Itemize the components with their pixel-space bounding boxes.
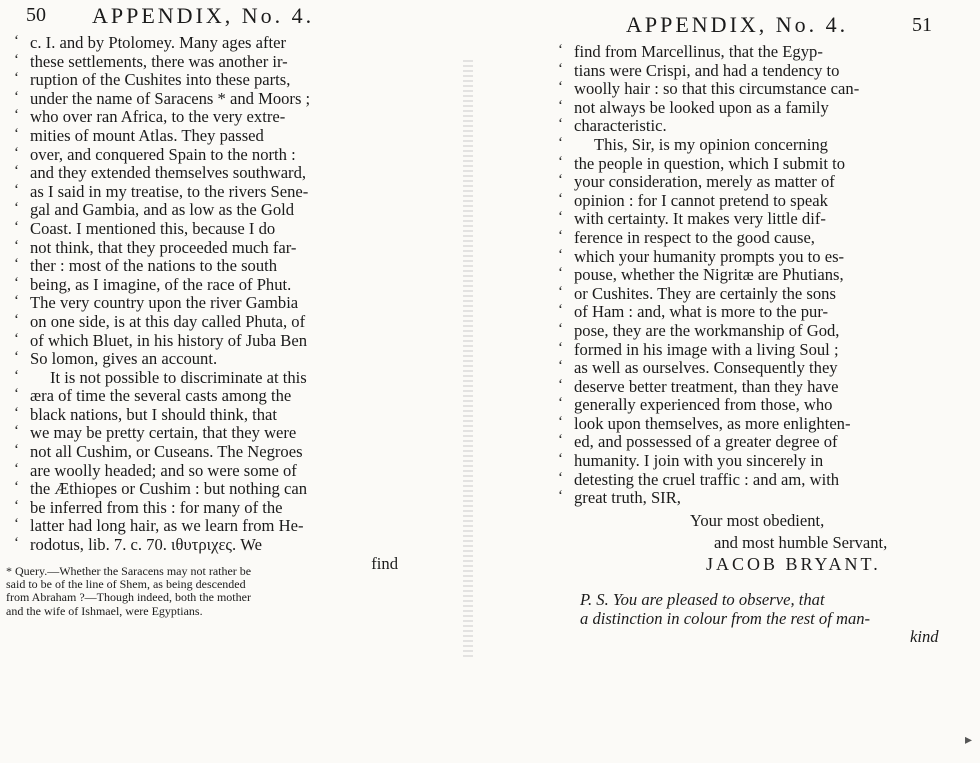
quote-mark: ‘ bbox=[14, 423, 19, 440]
text-line bbox=[558, 62, 958, 81]
line-text: gal and Gambia, and as low as the Gold bbox=[30, 200, 295, 220]
text-line bbox=[14, 220, 404, 239]
postscript-line-1: P. S. You are pleased to observe, that bbox=[580, 590, 825, 609]
line-text: of which Bluet, in his history of Juba Ben bbox=[30, 330, 307, 350]
quote-mark: ‘ bbox=[558, 469, 563, 486]
text-line bbox=[558, 322, 958, 341]
text-line bbox=[14, 480, 404, 499]
quote-mark: ‘ bbox=[14, 200, 19, 217]
quote-mark: ‘ bbox=[558, 358, 563, 375]
quote-mark: ‘ bbox=[558, 488, 563, 505]
quote-mark: ‘ bbox=[14, 311, 19, 328]
line-text: be inferred from this : for many of the bbox=[30, 497, 283, 517]
line-text: your consideration, merely as matter of bbox=[574, 172, 835, 192]
text-line bbox=[14, 257, 404, 276]
right-catchword: kind bbox=[910, 627, 939, 646]
line-text: the Æthiopes or Cushim : but nothing can bbox=[30, 479, 308, 499]
quote-mark: ‘ bbox=[558, 246, 563, 263]
text-line bbox=[14, 34, 404, 53]
quote-mark: ‘ bbox=[14, 33, 19, 49]
line-text: deserve better treatment, than they have bbox=[574, 376, 839, 396]
text-line bbox=[14, 71, 404, 90]
quote-mark: ‘ bbox=[558, 190, 563, 207]
line-text: ference in respect to the good cause, bbox=[574, 227, 815, 247]
line-text: tians were Crispi, and had a tendency to bbox=[574, 60, 840, 80]
left-page-body bbox=[14, 34, 404, 573]
quote-mark: ‘ bbox=[558, 227, 563, 244]
quote-mark: ‘ bbox=[14, 386, 19, 403]
text-line bbox=[14, 164, 404, 183]
quote-mark: ‘ bbox=[14, 125, 19, 142]
text-line bbox=[14, 406, 404, 425]
quote-mark: ‘ bbox=[14, 256, 19, 273]
text-line bbox=[558, 229, 958, 248]
quote-mark: ‘ bbox=[558, 283, 563, 300]
text-line bbox=[14, 183, 404, 202]
quote-mark: ‘ bbox=[558, 432, 563, 449]
text-line bbox=[14, 146, 404, 165]
text-line bbox=[14, 536, 404, 555]
right-page bbox=[490, 0, 980, 763]
line-text: æra of time the several casts among the bbox=[30, 386, 292, 406]
text-line bbox=[14, 108, 404, 127]
text-line bbox=[14, 462, 404, 481]
text-line bbox=[14, 276, 404, 295]
quote-mark: ‘ bbox=[14, 535, 19, 552]
text-line bbox=[14, 369, 404, 388]
line-text: So lomon, gives an account. bbox=[30, 349, 218, 369]
quote-mark: ‘ bbox=[558, 302, 563, 319]
line-text: black nations, but I should think, that bbox=[30, 404, 278, 424]
quote-mark: ‘ bbox=[14, 442, 19, 459]
text-line bbox=[558, 303, 958, 322]
line-text: ruption of the Cushites into these parts, bbox=[30, 70, 291, 90]
line-text: the people in question, which I submit to bbox=[574, 153, 845, 173]
line-text: which your humanity prompts you to es- bbox=[574, 246, 845, 266]
line-text: rodotus, lib. 7. c. 70. ιθυτριχες. We bbox=[30, 535, 262, 555]
quote-mark: ‘ bbox=[558, 395, 563, 412]
line-text: ed, and possessed of a greater degree of bbox=[574, 432, 838, 452]
line-text: pouse, whether the Nigritæ are Phutians, bbox=[574, 265, 844, 285]
line-text: not all Cushim, or Cuseans. The Negroes bbox=[30, 442, 303, 462]
quote-mark: ‘ bbox=[14, 70, 19, 87]
quote-mark: ‘ bbox=[558, 413, 563, 430]
text-line bbox=[558, 471, 958, 490]
text-line bbox=[558, 43, 958, 62]
line-text: look upon themselves, as more enlighten- bbox=[574, 413, 851, 433]
line-text: as I said in my treatise, to the rivers Sene- bbox=[30, 181, 309, 201]
text-line bbox=[14, 239, 404, 258]
quote-mark: ‘ bbox=[558, 451, 563, 468]
quote-mark: ‘ bbox=[14, 497, 19, 514]
line-text: are woolly headed; and so were some of bbox=[30, 460, 297, 480]
line-text: or Cushites. They are certainly the sons bbox=[574, 283, 836, 303]
quote-mark: ‘ bbox=[14, 460, 19, 477]
line-text: c. I. and by Ptolomey. Many ages after bbox=[30, 33, 287, 52]
footnote-line: from Abraham ?—Though indeed, both the mother bbox=[6, 590, 251, 605]
line-text: It is not possible to discriminate at this bbox=[50, 367, 307, 387]
quote-mark: ‘ bbox=[14, 163, 19, 180]
line-text: not always be looked upon as a family bbox=[574, 97, 829, 117]
line-text: mities of mount Atlas. They passed bbox=[30, 125, 264, 145]
text-line bbox=[14, 294, 404, 313]
left-page-number: 50 bbox=[26, 4, 46, 26]
text-line bbox=[14, 201, 404, 220]
quote-mark: ‘ bbox=[14, 144, 19, 161]
text-line bbox=[558, 285, 958, 304]
text-line bbox=[558, 248, 958, 267]
closing-line-2: and most humble Servant, bbox=[714, 533, 888, 552]
text-line bbox=[14, 127, 404, 146]
line-text: Coast. I mentioned this, because I do bbox=[30, 218, 276, 238]
text-line bbox=[558, 452, 958, 471]
text-line bbox=[558, 341, 958, 360]
line-text: under the name of Saracens * and Moors ; bbox=[30, 88, 311, 108]
text-line bbox=[558, 192, 958, 211]
line-text: The very country upon the river Gambia bbox=[30, 293, 299, 313]
line-text: of Ham : and, what is more to the pur- bbox=[574, 302, 829, 322]
line-text: as well as ourselves. Consequently they bbox=[574, 358, 838, 378]
line-text: find from Marcellinus, that the Egyp- bbox=[574, 42, 823, 61]
left-catchword: find bbox=[371, 553, 398, 573]
postscript-line-2: a distinction in colour from the rest of man- bbox=[580, 609, 871, 628]
line-text: on one side, is at this day called Phuta, of bbox=[30, 311, 306, 331]
quote-mark: ‘ bbox=[14, 404, 19, 421]
binding-gutter bbox=[463, 60, 473, 660]
line-text: great truth, SIR, bbox=[574, 488, 681, 508]
quote-mark: ‘ bbox=[558, 209, 563, 226]
signature: JACOB BRYANT. bbox=[706, 554, 881, 574]
quote-mark: ‘ bbox=[14, 237, 19, 254]
quote-mark: ‘ bbox=[558, 320, 563, 337]
text-line bbox=[558, 117, 958, 136]
right-running-head: APPENDIX, No. 4. bbox=[626, 12, 849, 37]
quote-mark: ‘ bbox=[558, 339, 563, 356]
text-line bbox=[558, 415, 958, 434]
left-running-head: APPENDIX, No. 4. bbox=[92, 3, 315, 28]
line-text: pose, they are the workmanship of God, bbox=[574, 320, 840, 340]
quote-mark: ‘ bbox=[14, 181, 19, 198]
text-line bbox=[558, 173, 958, 192]
text-line bbox=[14, 499, 404, 518]
text-line bbox=[14, 517, 404, 536]
text-line bbox=[558, 396, 958, 415]
text-line bbox=[14, 332, 404, 351]
line-text: and they extended themselves southward, bbox=[30, 163, 307, 183]
line-text: ther : most of the nations to the south bbox=[30, 256, 278, 276]
line-text: we may be pretty certain, that they were bbox=[30, 423, 297, 443]
quote-mark: ‘ bbox=[558, 153, 563, 170]
line-text: detesting the cruel traffic : and am, with bbox=[574, 469, 840, 489]
line-text: opinion : for I cannot pretend to speak bbox=[574, 190, 828, 210]
right-page-body bbox=[558, 43, 958, 508]
footnote-line: said to be of the line of Shem, as being descended bbox=[6, 577, 246, 592]
quote-mark: ‘ bbox=[558, 265, 563, 282]
quote-mark: ‘ bbox=[558, 97, 563, 114]
text-line bbox=[558, 489, 958, 508]
text-line bbox=[558, 266, 958, 285]
quote-mark: ‘ bbox=[558, 134, 563, 151]
closing-line: Your most obedient, bbox=[690, 511, 825, 530]
line-text: over, and conquered Spain to the north : bbox=[30, 144, 296, 164]
text-line bbox=[558, 378, 958, 397]
quote-mark: ‘ bbox=[14, 88, 19, 105]
text-line bbox=[558, 433, 958, 452]
text-line bbox=[558, 99, 958, 118]
line-text: latter had long hair, as we learn from He- bbox=[30, 516, 304, 536]
line-text: these settlements, there was another ir- bbox=[30, 51, 288, 71]
text-line bbox=[558, 210, 958, 229]
quote-mark: ‘ bbox=[14, 516, 19, 533]
text-line bbox=[14, 53, 404, 72]
text-line bbox=[558, 155, 958, 174]
text-line bbox=[558, 359, 958, 378]
quote-mark: ‘ bbox=[14, 349, 19, 366]
quote-mark: ‘ bbox=[558, 60, 563, 77]
quote-mark: ‘ bbox=[14, 51, 19, 68]
line-text: being, as I imagine, of the race of Phut. bbox=[30, 274, 292, 294]
right-page-number: 51 bbox=[912, 14, 932, 36]
line-text: humanity. I join with you sincerely in bbox=[574, 451, 824, 471]
footnote-line: and the wife of Ishmael, were Egyptians. bbox=[6, 603, 203, 618]
corner-mark: ▸ bbox=[964, 733, 972, 748]
left-footnote bbox=[6, 565, 386, 618]
text-line bbox=[558, 136, 958, 155]
quote-mark: ‘ bbox=[14, 293, 19, 310]
quote-mark: ‘ bbox=[14, 218, 19, 235]
line-text: generally experienced from those, who bbox=[574, 395, 833, 415]
text-line bbox=[14, 387, 404, 406]
quote-mark: ‘ bbox=[558, 42, 563, 58]
quote-mark: ‘ bbox=[14, 330, 19, 347]
footnote-line: * Query.—Whether the Saracens may not rather be bbox=[6, 564, 252, 578]
line-text: This, Sir, is my opinion concerning bbox=[594, 134, 828, 154]
line-text: not think, that they proceeded much far- bbox=[30, 237, 297, 257]
text-line bbox=[14, 350, 404, 369]
text-line bbox=[14, 424, 404, 443]
quote-mark: ‘ bbox=[558, 79, 563, 96]
quote-mark: ‘ bbox=[14, 274, 19, 291]
line-text: woolly hair : so that this circumstance can- bbox=[574, 79, 860, 99]
text-line bbox=[558, 80, 958, 99]
quote-mark: ‘ bbox=[14, 107, 19, 124]
line-text: who over ran Africa, to the very extre- bbox=[30, 107, 286, 127]
line-text: with certainty. It makes very little dif- bbox=[574, 209, 826, 229]
text-line bbox=[14, 443, 404, 462]
quote-mark: ‘ bbox=[14, 367, 19, 384]
quote-mark: ‘ bbox=[14, 479, 19, 496]
line-text: formed in his image with a living Soul ; bbox=[574, 339, 839, 359]
line-text: characteristic. bbox=[574, 116, 667, 136]
left-page bbox=[0, 0, 470, 763]
quote-mark: ‘ bbox=[558, 116, 563, 133]
text-line bbox=[14, 90, 404, 109]
quote-mark: ‘ bbox=[558, 376, 563, 393]
text-line bbox=[14, 313, 404, 332]
quote-mark: ‘ bbox=[558, 172, 563, 189]
